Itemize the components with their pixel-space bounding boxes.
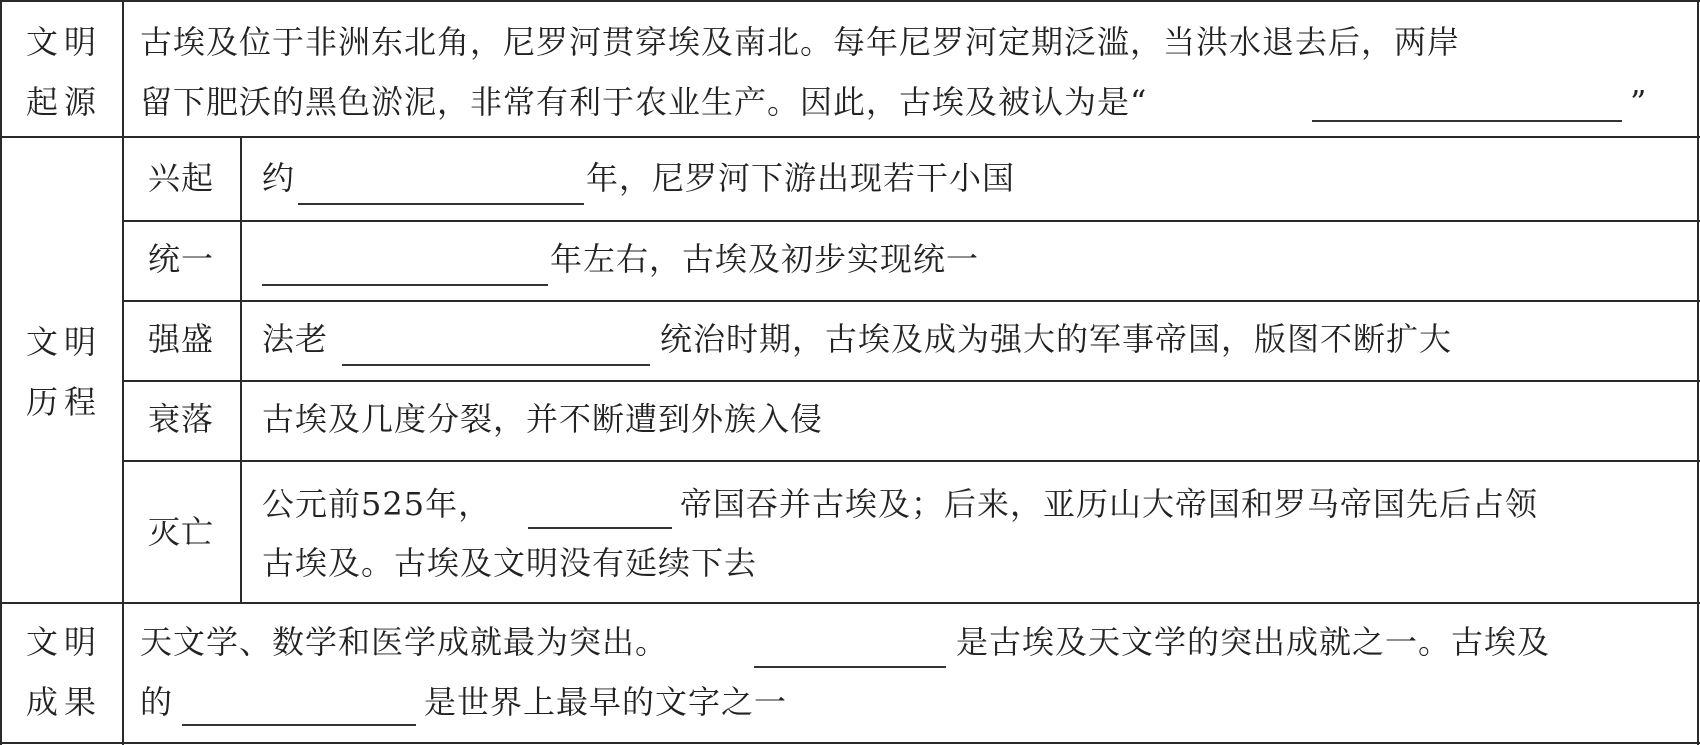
category-achievement-line2: 成果 [26, 683, 103, 721]
table-border-left [0, 0, 2, 745]
category-course-line2: 历程 [26, 383, 103, 421]
achievement-writing-blank[interactable] [182, 724, 416, 726]
row-divider-unify [122, 300, 1700, 302]
course-label-fall: 灭亡 [148, 513, 215, 551]
origin-text-line2: 留下肥沃的黑色淤泥，非常有利于农业生产。因此，古埃及被认为是“ [140, 83, 1148, 121]
course-unify-blank[interactable] [262, 284, 548, 286]
achievement-line2-pre: 的 [140, 683, 174, 721]
course-rise-blank[interactable] [298, 203, 584, 205]
origin-text-line1: 古埃及位于非洲东北角，尼罗河贯穿埃及南北。每年尼罗河定期泛滥，当洪水退去后，两岸 [140, 23, 1461, 61]
course-label-unify: 统一 [148, 240, 215, 278]
course-fall-line2: 古埃及。古埃及文明没有延续下去 [262, 544, 758, 582]
course-label-prosper: 强盛 [148, 320, 215, 358]
origin-answer-blank[interactable] [1312, 120, 1622, 122]
achievement-astronomy-blank[interactable] [754, 666, 946, 668]
table-border-top [0, 0, 1700, 2]
row-divider-course [0, 602, 1700, 604]
sublabel-column-divider [240, 136, 242, 602]
row-divider-rise [122, 220, 1700, 222]
course-label-decline: 衰落 [148, 400, 215, 438]
category-achievement-line1: 文明 [26, 623, 103, 661]
table-border-bottom [0, 742, 1700, 744]
category-course-line1: 文明 [26, 323, 103, 361]
category-origin-line1: 文明 [26, 23, 103, 61]
course-decline-text: 古埃及几度分裂，并不断遭到外族入侵 [262, 400, 824, 438]
course-fall-post: 帝国吞并古埃及；后来，亚历山大帝国和罗马帝国先后占领 [680, 485, 1539, 523]
origin-text-quote-end: ” [1630, 83, 1648, 121]
table-border-right [1697, 0, 1699, 745]
row-divider-origin [0, 136, 1700, 138]
achievement-line1-pre: 天文学、数学和医学成就最为突出。 [140, 623, 669, 661]
category-column-divider [122, 0, 124, 745]
course-rise-post: 年，尼罗河下游出现若干小国 [586, 159, 1016, 197]
achievement-line2-post: 是世界上最早的文字之一 [424, 683, 788, 721]
course-prosper-post: 统治时期，古埃及成为强大的军事帝国，版图不断扩大 [660, 320, 1453, 358]
category-origin-line2: 起源 [26, 83, 103, 121]
course-prosper-pre: 法老 [262, 320, 329, 358]
course-fall-blank[interactable] [528, 527, 672, 529]
row-divider-prosper [122, 380, 1700, 382]
achievement-line1-post: 是古埃及天文学的突出成就之一。古埃及 [956, 623, 1551, 661]
course-rise-pre: 约 [262, 159, 296, 197]
course-label-rise: 兴起 [148, 159, 215, 197]
course-fall-pre: 公元前525年， [262, 485, 492, 523]
row-divider-decline [122, 460, 1700, 462]
course-unify-post: 年左右，古埃及初步实现统一 [550, 240, 980, 278]
course-prosper-blank[interactable] [342, 364, 650, 366]
